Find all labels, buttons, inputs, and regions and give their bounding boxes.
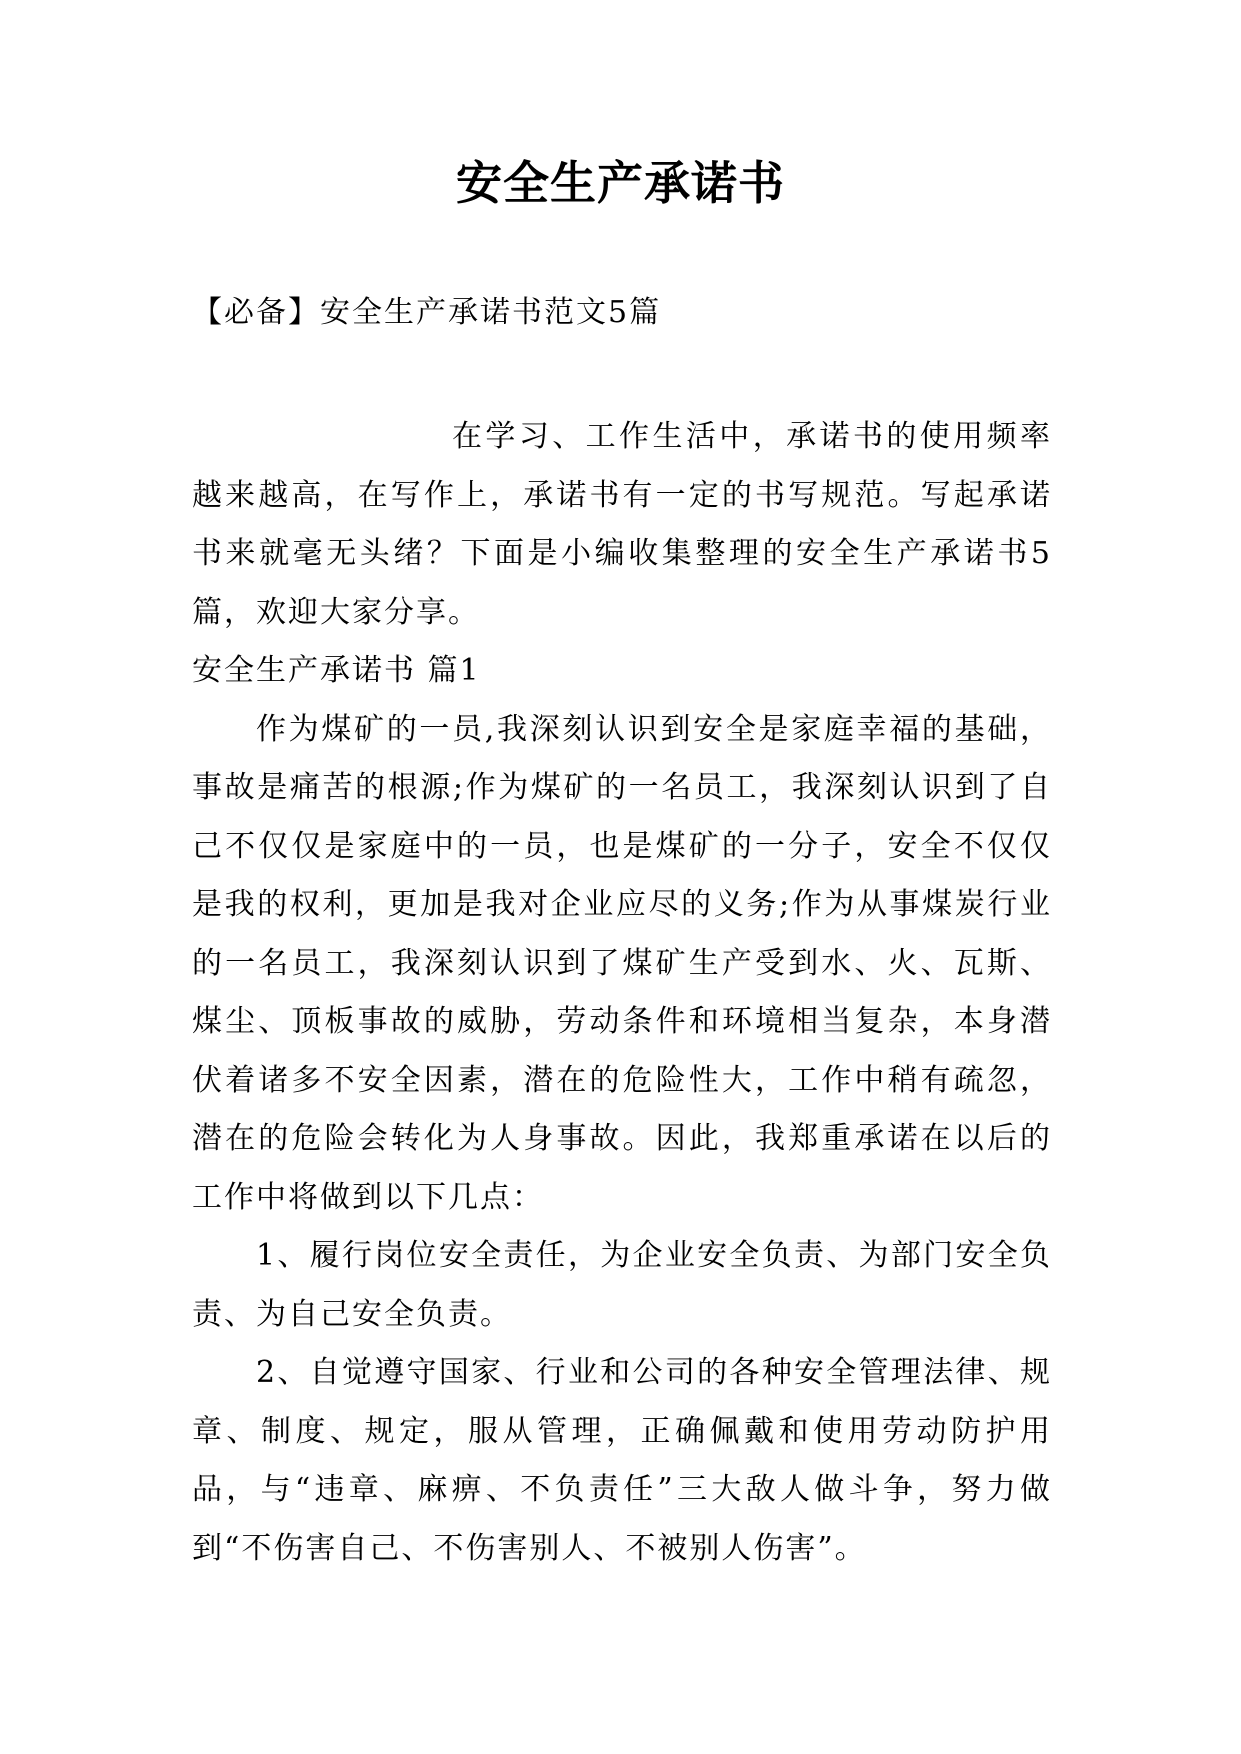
- section-heading: 安全生产承诺书 篇1: [192, 653, 481, 688]
- body-paragraph: 作为煤矿的一员,我深刻认识到安全是家庭幸福的基础，事故是痛苦的根源;作为煤矿的一名员工，我深刻认识到了自己不仅仅是家庭中的一员，也是煤矿的一分子，安全不仅仅是我的权利，更加是我对企业应尽的义务;作为从事煤炭行业的一名员工，我深刻认识到了煤矿生产受到水、火、瓦斯、煤尘、顶板事故的威胁，劳动条件和环境相当复杂，本身潜伏着诸多不安全因素，潜在的危险性大，工作中稍有疏忽，潜在的危险会转化为人身事故。因此，我郑重承诺在以后的工作中将做到以下几点：: [192, 711, 1052, 1215]
- document-subtitle: 【必备】安全生产承诺书范文5篇: [192, 295, 662, 330]
- numbered-paragraph: 2、自觉遵守国家、行业和公司的各种安全管理法律、规章、制度、规定，服从管理，正确佩戴和使用劳动防护用品，与“违章、麻痹、不负责任”三大敌人做斗争，努力做到“不伤害自己、不伤害别人、不被别人伤害”。: [192, 1355, 1052, 1566]
- numbered-paragraph: 1、履行岗位安全责任，为企业安全负责、为部门安全负责、为自己安全负责。: [192, 1238, 1052, 1332]
- document-title: 安全生产承诺书: [456, 156, 785, 210]
- document-body: [192, 408, 1052, 1578]
- intro-paragraph: 在学习、工作生活中，承诺书的使用频率越来越高，在写作上，承诺书有一定的书写规范。写起承诺书来就毫无头绪？下面是小编收集整理的安全生产承诺书5篇，欢迎大家分享。: [192, 419, 1052, 630]
